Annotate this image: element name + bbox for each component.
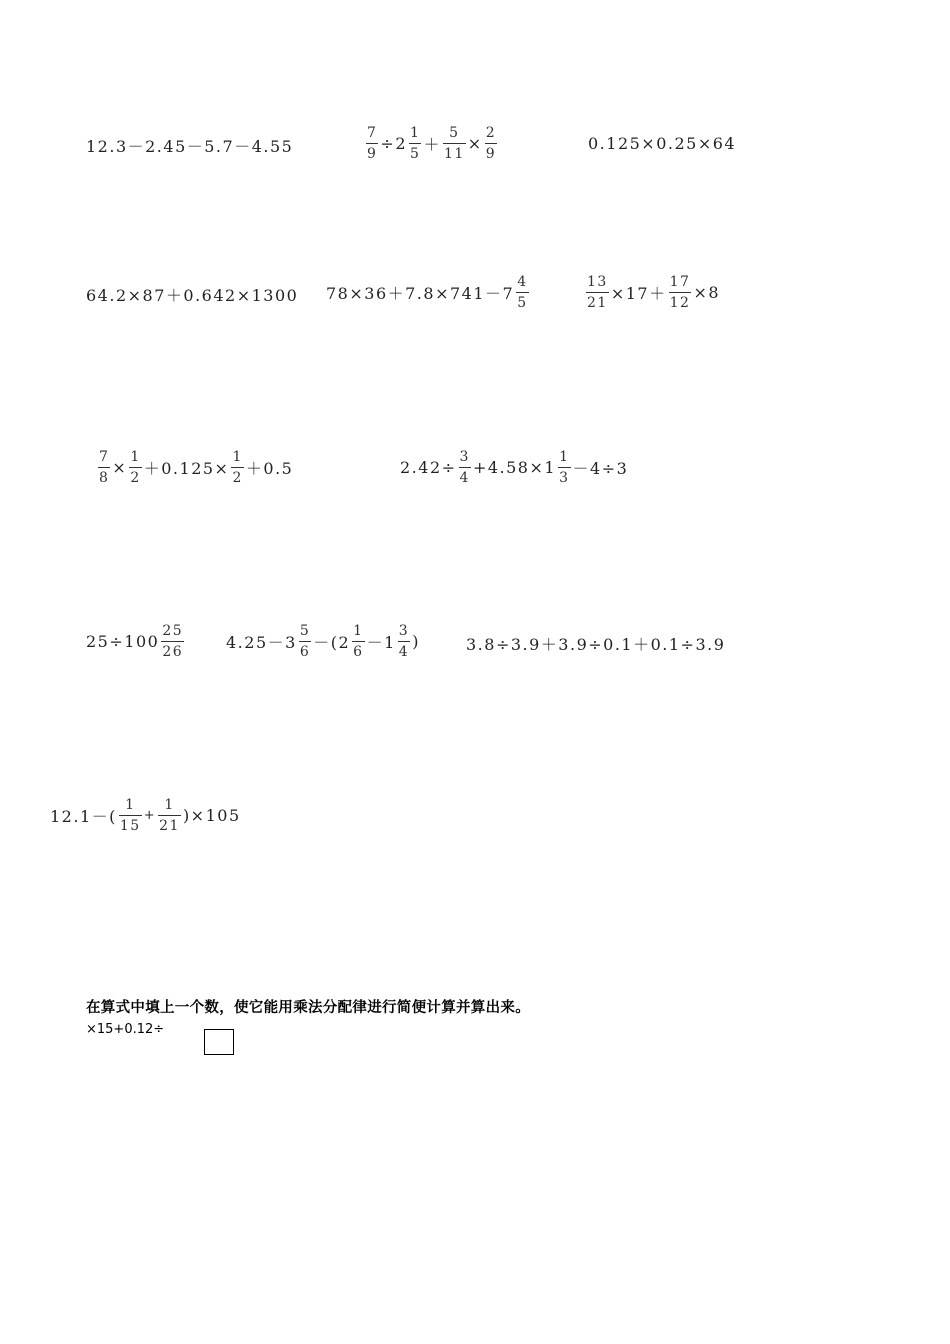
denominator: 2 bbox=[231, 467, 243, 485]
fraction bbox=[398, 624, 410, 659]
numerator: 7 bbox=[99, 449, 110, 465]
denominator: 2 bbox=[129, 467, 141, 485]
expression-2 bbox=[364, 126, 499, 161]
denominator: 21 bbox=[158, 815, 181, 833]
fraction bbox=[586, 275, 609, 310]
expr-text: 2.42÷ bbox=[400, 458, 457, 477]
expression-7 bbox=[96, 450, 293, 485]
numerator: 5 bbox=[449, 125, 460, 141]
expr-text: +4.58×1 bbox=[472, 458, 557, 477]
denominator: 21 bbox=[586, 292, 609, 310]
expr-text: ) bbox=[412, 632, 420, 651]
denominator: 11 bbox=[443, 143, 466, 161]
numerator: 17 bbox=[669, 274, 691, 290]
fraction bbox=[129, 450, 141, 485]
expr-text: + bbox=[143, 808, 157, 823]
denominator: 8 bbox=[98, 467, 110, 485]
numerator: 3 bbox=[398, 623, 410, 639]
fraction bbox=[409, 126, 421, 161]
blank-answer-box[interactable] bbox=[204, 1029, 234, 1055]
denominator: 12 bbox=[669, 292, 692, 310]
numerator: 7 bbox=[367, 125, 378, 141]
denominator: 5 bbox=[409, 143, 421, 161]
fraction bbox=[459, 450, 471, 485]
expression-12 bbox=[50, 798, 241, 833]
denominator: 3 bbox=[558, 467, 570, 485]
expr-text: × bbox=[467, 134, 483, 153]
fraction bbox=[485, 126, 497, 161]
expression-3 bbox=[588, 134, 736, 153]
expr-text: ＋0.125× bbox=[143, 459, 230, 478]
expr-text: 25÷100 bbox=[86, 632, 160, 651]
expr-text: 78×36＋7.8×741－7 bbox=[326, 284, 515, 303]
fraction bbox=[119, 798, 142, 833]
expr-text: －(2 bbox=[313, 633, 351, 652]
expr-text: 12.1－( bbox=[50, 807, 117, 826]
formula-text: ×15+0.12÷ bbox=[86, 1022, 165, 1037]
numerator: 1 bbox=[559, 449, 570, 465]
numerator: 5 bbox=[299, 623, 311, 639]
expr-text: －1 bbox=[366, 633, 396, 652]
numerator: 25 bbox=[162, 623, 184, 639]
expr-text: 3.8÷3.9＋3.9÷0.1＋0.1÷3.9 bbox=[466, 635, 726, 654]
expr-text: 12.3－2.45－5.7－4.55 bbox=[86, 137, 294, 156]
denominator: 5 bbox=[516, 292, 528, 310]
numerator: 1 bbox=[232, 449, 243, 465]
expr-text: 64.2×87＋0.642×1300 bbox=[86, 286, 299, 305]
expression-10 bbox=[226, 624, 420, 659]
expr-text: ×17＋ bbox=[610, 284, 667, 303]
expression-11 bbox=[466, 632, 725, 655]
expression-4 bbox=[86, 283, 298, 306]
numerator: 13 bbox=[587, 274, 608, 290]
numerator: 1 bbox=[130, 449, 141, 465]
expression-9 bbox=[86, 624, 186, 659]
expression-6 bbox=[584, 275, 720, 310]
denominator: 26 bbox=[161, 641, 184, 659]
fraction bbox=[558, 450, 570, 485]
denominator: 6 bbox=[352, 641, 364, 659]
expr-text: ＋0.5 bbox=[245, 459, 294, 478]
fraction bbox=[161, 624, 184, 659]
numerator: 1 bbox=[353, 623, 364, 639]
fraction bbox=[443, 126, 466, 161]
expression-1 bbox=[86, 134, 293, 157]
fraction bbox=[231, 450, 243, 485]
instruction-text: 在算式中填上一个数，使它能用乘法分配律进行简便计算并算出来。 bbox=[86, 1000, 530, 1016]
numerator: 2 bbox=[485, 125, 497, 141]
expr-text: －4÷3 bbox=[572, 459, 629, 478]
numerator: 1 bbox=[164, 797, 175, 813]
expr-text: 4.25－3 bbox=[226, 633, 297, 652]
fraction bbox=[366, 126, 378, 161]
expr-text: ÷2 bbox=[380, 134, 408, 153]
denominator: 9 bbox=[485, 143, 497, 161]
numerator: 3 bbox=[459, 449, 470, 465]
fraction bbox=[98, 450, 110, 485]
expression-8 bbox=[400, 450, 628, 485]
expr-text: × bbox=[112, 458, 128, 477]
numerator: 4 bbox=[517, 274, 528, 290]
denominator: 15 bbox=[119, 815, 142, 833]
expr-text: ＋ bbox=[423, 135, 441, 154]
numerator: 1 bbox=[125, 797, 136, 813]
expr-text: ×8 bbox=[693, 283, 721, 302]
denominator: 4 bbox=[459, 467, 471, 485]
denominator: 6 bbox=[299, 641, 311, 659]
expr-text: 0.125×0.25×64 bbox=[588, 134, 737, 153]
fraction bbox=[299, 624, 311, 659]
fraction bbox=[352, 624, 364, 659]
fraction bbox=[516, 275, 528, 310]
expr-text: )×105 bbox=[182, 806, 241, 825]
fraction bbox=[669, 275, 692, 310]
denominator: 4 bbox=[398, 641, 410, 659]
denominator: 9 bbox=[366, 143, 378, 161]
fraction bbox=[158, 798, 181, 833]
expression-5 bbox=[326, 275, 531, 310]
numerator: 1 bbox=[410, 125, 421, 141]
